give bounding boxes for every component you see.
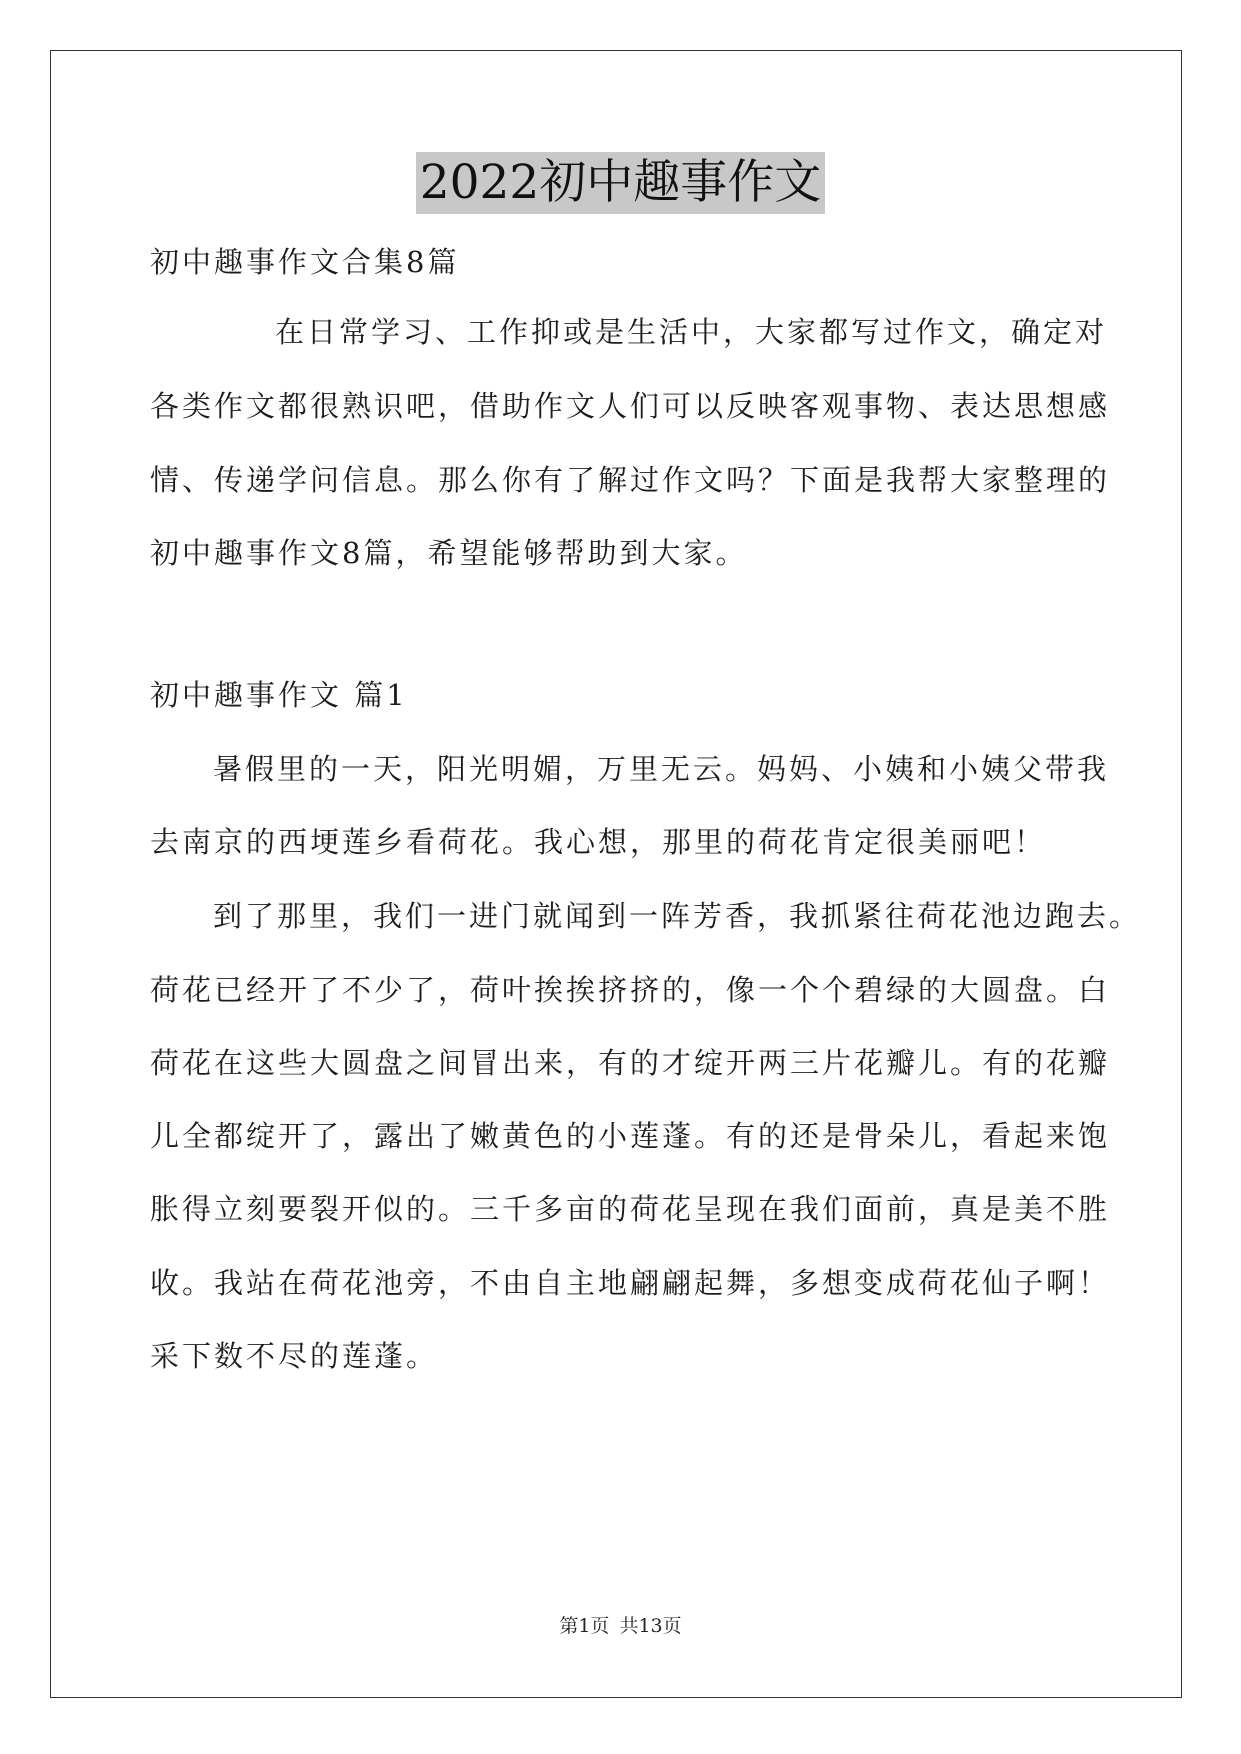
body-line: 暑假里的一天，阳光明媚，万里无云。妈妈、小姨和小姨父带我 bbox=[213, 752, 1110, 786]
page-footer bbox=[0, 1611, 1241, 1638]
body-line: 收。我站在荷花池旁，不由自主地翩翩起舞，多想变成荷花仙子啊！ bbox=[150, 1266, 1111, 1300]
intro-line: 情、传递学问信息。那么你有了解过作文吗？下面是我帮大家整理的 bbox=[150, 463, 1111, 497]
body-line: 到了那里，我们一进门就闻到一阵芳香，我抓紧往荷花池边跑去。 bbox=[213, 899, 1142, 933]
page-border bbox=[50, 50, 1182, 1698]
subtitle: 初中趣事作文合集8篇 bbox=[150, 245, 460, 279]
body-line: 荷花已经开了不少了，荷叶挨挨挤挤的，像一个个碧绿的大圆盘。白 bbox=[150, 973, 1111, 1007]
intro-line: 在日常学习、工作抑或是生活中，大家都写过作文，确定对 bbox=[275, 315, 1108, 349]
body-line: 采下数不尽的莲蓬。 bbox=[150, 1339, 439, 1373]
body-line: 荷花在这些大圆盘之间冒出来，有的才绽开两三片花瓣儿。有的花瓣 bbox=[150, 1046, 1111, 1080]
body-line: 去南京的西埂莲乡看荷花。我心想，那里的荷花肯定很美丽吧！ bbox=[150, 825, 1047, 859]
title-container bbox=[0, 152, 1241, 214]
document-title: 2022初中趣事作文 bbox=[416, 152, 826, 214]
section-heading: 初中趣事作文 篇1 bbox=[150, 678, 408, 712]
intro-line: 初中趣事作文8篇，希望能够帮助到大家。 bbox=[150, 536, 748, 570]
intro-line: 各类作文都很熟识吧，借助作文人们可以反映客观事物、表达思想感 bbox=[150, 389, 1111, 423]
body-line: 儿全都绽开了，露出了嫩黄色的小莲蓬。有的还是骨朵儿，看起来饱 bbox=[150, 1119, 1111, 1153]
page-number: 第1页 bbox=[559, 1615, 610, 1637]
body-line: 胀得立刻要裂开似的。三千多亩的荷花呈现在我们面前，真是美不胜 bbox=[150, 1192, 1111, 1226]
page-total: 共13页 bbox=[619, 1615, 682, 1637]
